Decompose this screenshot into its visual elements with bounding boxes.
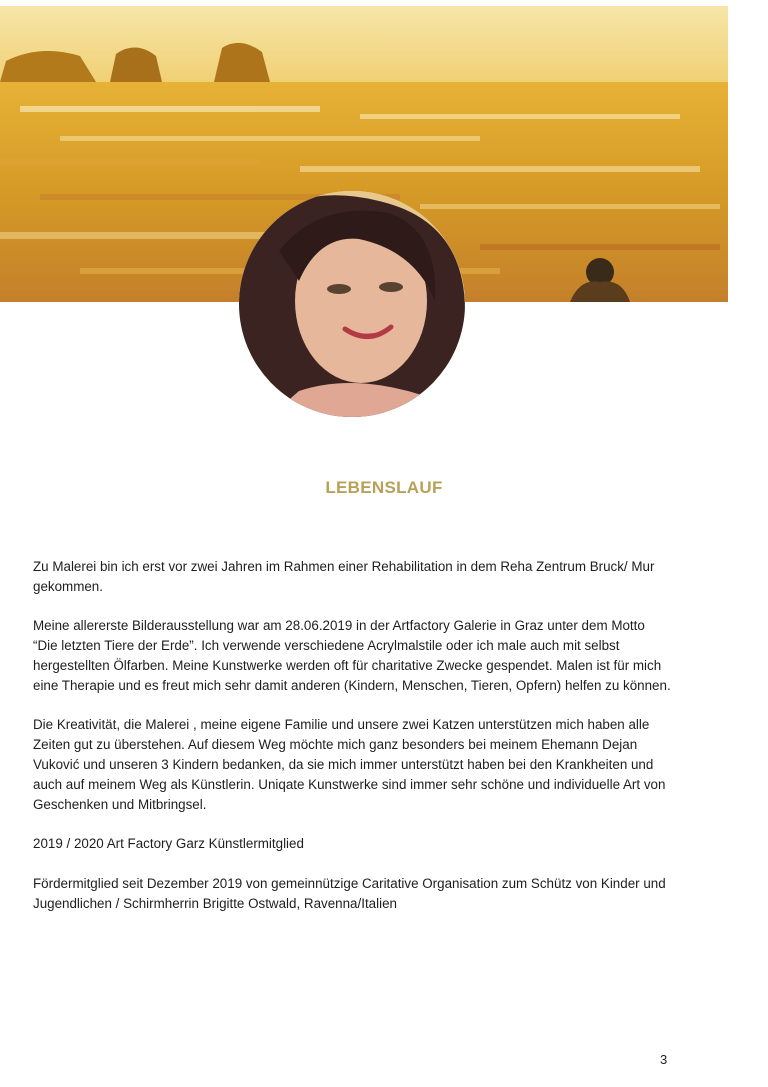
paragraph: Zu Malerei bin ich erst vor zwei Jahren im Rahmen einer Rehabilitation in dem Reha Zentrum Bruck/ Mur gekommen. xyxy=(33,559,655,594)
artist-portrait xyxy=(239,191,465,417)
portrait-photo-image xyxy=(239,191,465,417)
page-title: LEBENSLAUF xyxy=(325,478,443,497)
paragraph: Die Kreativität, die Malerei , meine eigene Familie und unsere zwei Katzen unterstützen mich haben alle Zeiten gut zu überstehen. Auf diesem Weg möchte mich ganz besonders bei meinem Ehemann Dejan Vuković und unseren 3 Kindern bedanken, da sie mich immer unterstützt haben bei den Krankheiten und auch auf meinem Weg als Künstlerin. Uniqate Kunstwerke sind immer sehr schöne und individuelle Art von Geschenken und Mitbringsel. xyxy=(33,717,666,812)
paragraph: 2019 / 2020 Art Factory Garz Künstlermitglied xyxy=(33,836,304,852)
paragraph: Fördermitglied seit Dezember 2019 von gemeinnützige Caritative Organisation zum Schütz von Kinder und Jugendlichen / Schirmherrin Brigitte Ostwald, Ravenna/Italien xyxy=(33,875,666,911)
biography-text xyxy=(33,557,673,933)
paragraph: Meine allererste Bilderausstellung war am 28.06.2019 in der Artfactory Galerie in Graz unter dem Motto “Die letzten Tiere der Erde”. Ich verwende verschiedene Acrylmalstile oder ich male auch mit selbst hergestellten Ölfarben. Meine Kunstwerke werden oft für charitative Zwecke gespendet. Malen ist für mich eine Therapie und es freut mich sehr damit anderen (Kindern, Menschen, Tieren, Opfern) helfen zu können. xyxy=(33,618,671,693)
page-number: 3 xyxy=(660,1052,668,1067)
